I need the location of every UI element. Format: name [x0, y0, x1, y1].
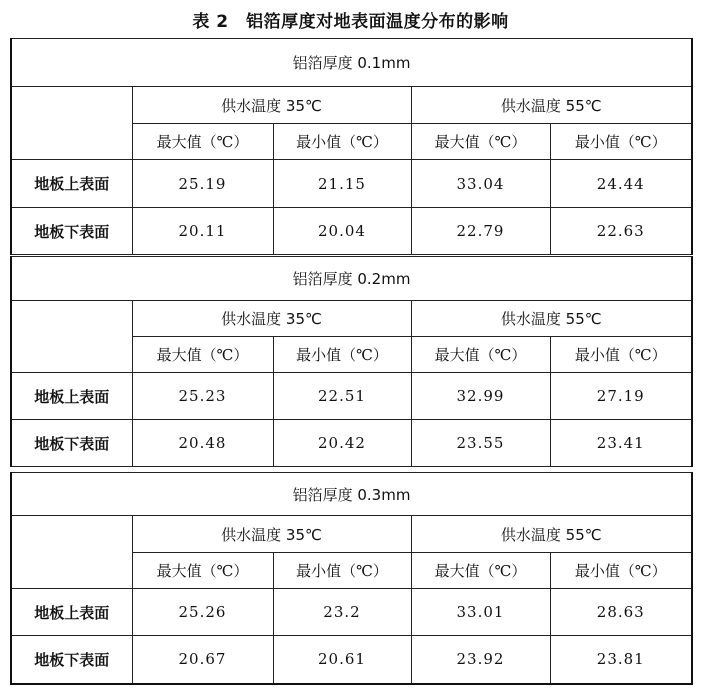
value-cell: 23.55: [411, 420, 550, 467]
value-cell: 22.51: [273, 373, 411, 420]
value-cell: 33.04: [411, 160, 550, 208]
row-label: 地板上表面: [11, 160, 132, 208]
table-row: [11, 160, 692, 208]
value-cell: 25.23: [132, 373, 273, 420]
table-caption: 铝箔厚度 0.3mm: [11, 473, 692, 516]
column-header: 最小值（℃）: [273, 553, 411, 589]
supply-temp-header: 供水温度 35℃: [132, 301, 411, 337]
column-header: 最大值（℃）: [411, 337, 550, 373]
value-cell: 33.01: [411, 589, 550, 636]
table-row: [11, 208, 692, 255]
column-header: 最大值（℃）: [411, 124, 550, 160]
column-header: 最大值（℃）: [132, 124, 273, 160]
column-header: 最小值（℃）: [550, 124, 692, 160]
value-cell: 21.15: [273, 160, 411, 208]
value-cell: 20.11: [132, 208, 273, 255]
value-cell: 24.44: [550, 160, 692, 208]
value-cell: 23.41: [550, 420, 692, 467]
value-cell: 20.42: [273, 420, 411, 467]
data-table-block-3: [10, 472, 693, 685]
row-label: 地板下表面: [11, 208, 132, 255]
table-row: [11, 589, 692, 636]
supply-temp-header: 供水温度 55℃: [411, 301, 692, 337]
supply-temp-header: 供水温度 55℃: [411, 87, 692, 124]
table-row: [11, 373, 692, 420]
value-cell: 22.79: [411, 208, 550, 255]
supply-temp-header: 供水温度 55℃: [411, 516, 692, 553]
row-label: 地板上表面: [11, 589, 132, 636]
value-cell: 32.99: [411, 373, 550, 420]
column-header: 最大值（℃）: [132, 337, 273, 373]
table-caption: 铝箔厚度 0.2mm: [11, 257, 692, 301]
row-label: 地板下表面: [11, 636, 132, 684]
column-header: 最大值（℃）: [411, 553, 550, 589]
data-table-block-1: [10, 38, 693, 255]
column-header: 最小值（℃）: [273, 124, 411, 160]
supply-temp-header: 供水温度 35℃: [132, 87, 411, 124]
value-cell: 23.2: [273, 589, 411, 636]
table-caption: 铝箔厚度 0.1mm: [11, 39, 692, 87]
value-cell: 23.81: [550, 636, 692, 684]
value-cell: 28.63: [550, 589, 692, 636]
value-cell: 23.92: [411, 636, 550, 684]
page-title: 表 2 铝箔厚度对地表面温度分布的影响: [192, 12, 509, 32]
column-header: 最小值（℃）: [273, 337, 411, 373]
value-cell: 25.26: [132, 589, 273, 636]
value-cell: 25.19: [132, 160, 273, 208]
table-row: [11, 420, 692, 467]
empty-corner-cell: [11, 516, 132, 589]
value-cell: 20.67: [132, 636, 273, 684]
value-cell: 22.63: [550, 208, 692, 255]
empty-corner-cell: [11, 87, 132, 160]
value-cell: 20.48: [132, 420, 273, 467]
row-label: 地板上表面: [11, 373, 132, 420]
column-header: 最大值（℃）: [132, 553, 273, 589]
value-cell: 20.04: [273, 208, 411, 255]
value-cell: 20.61: [273, 636, 411, 684]
value-cell: 27.19: [550, 373, 692, 420]
supply-temp-header: 供水温度 35℃: [132, 516, 411, 553]
table-row: [11, 636, 692, 684]
data-table-block-2: [10, 256, 693, 467]
empty-corner-cell: [11, 301, 132, 373]
column-header: 最小值（℃）: [550, 337, 692, 373]
row-label: 地板下表面: [11, 420, 132, 467]
column-header: 最小值（℃）: [550, 553, 692, 589]
